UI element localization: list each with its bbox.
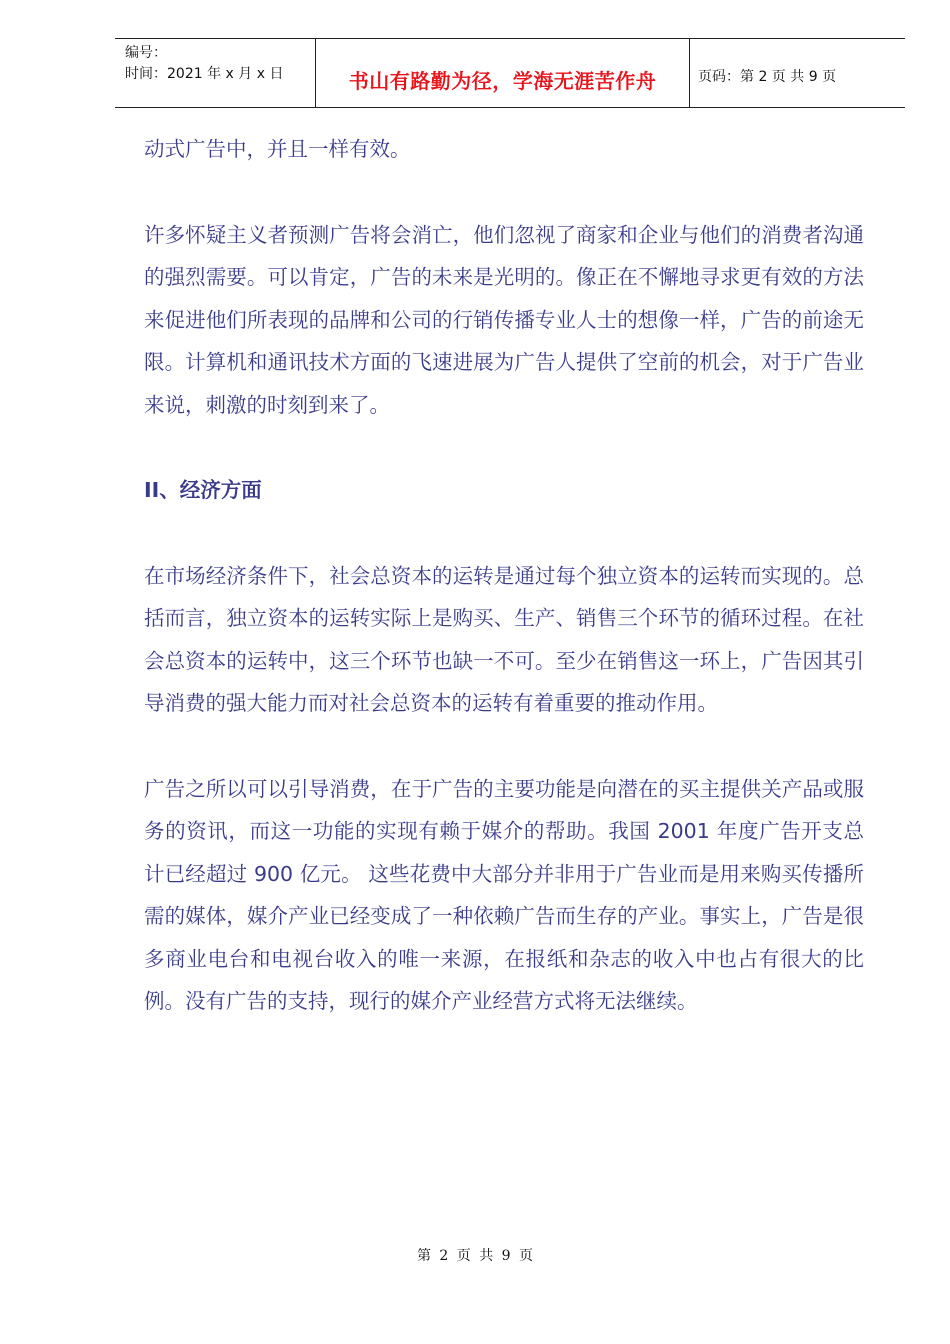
section-heading: II、经济方面 [144,478,262,502]
header-page-cell [690,39,905,107]
page-header [115,38,905,108]
paragraph: 许多怀疑主义者预测广告将会消亡，他们忽视了商家和企业与他们的消费者沟通的强烈需要。可以肯定，广告的未来是光明的。像正在不懈地寻求更有效的方法来促进他们所表现的品牌和公司的行销传播专业人士的想像一样，广告的前途无限。计算机和通讯技术方面的飞速进展为广告人提供了空前的机会，对于广告业来说，刺激的时刻到来了。 [144,222,864,417]
paragraph: 广告之所以可以引导消费，在于广告的主要功能是向潜在的买主提供关产品或服务的资讯，而这一功能的实现有赖于媒介的帮助。我国 2001 年度广告开支总计已经超过 900 亿元。 这些花费中大部分并非用于广告业而是用来购买传播所需的媒体，媒介产业已经变成了一种依赖广告而生存的产业。事实上，广告是很多商业电台和电视台收入的唯一来源，在报纸和杂志的收入中也占有很大的比例。没有广告的支持，现行的媒介产业经营方式将无法继续。 [144,776,864,1013]
paragraph: 动式广告中，并且一样有效。 [144,137,411,161]
document-body [144,128,864,1066]
paragraph: 在市场经济条件下，社会总资本的运转是通过每个独立资本的运转而实现的。总括而言，独立资本的运转实际上是购买、生产、销售三个环节的循环过程。在社会总资本的运转中，这三个环节也缺一不可。至少在销售这一环上，广告因其引导消费的强大能力而对社会总资本的运转有着重要的推动作用。 [144,563,864,715]
header-page-code: 页码：第 2 页 共 9 页 [698,69,837,85]
header-meta-cell [115,39,315,107]
header-motto: 书山有路勤为径，学海无涯苦作舟 [348,69,657,93]
page-footer: 第 2 页 共 9 页 [416,1248,534,1264]
header-motto-cell [315,39,690,107]
document-number-label: 编号： [125,45,167,61]
document-time-label: 时间：2021 年 x 月 x 日 [125,66,284,82]
